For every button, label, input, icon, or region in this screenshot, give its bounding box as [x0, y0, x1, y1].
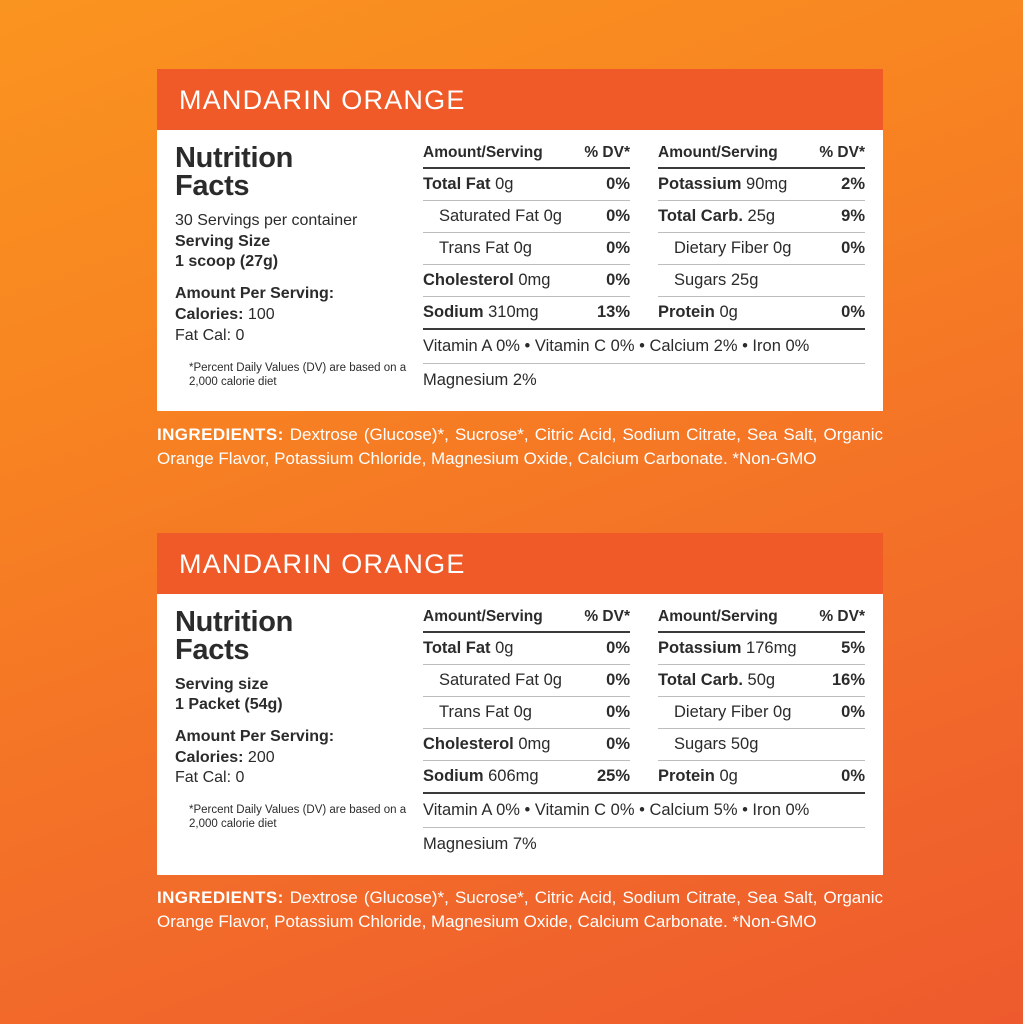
nutrient-value: 25g: [747, 207, 776, 225]
flavor-title-1: MANDARIN ORANGE: [179, 85, 466, 115]
nutrition-label-card-2: [157, 533, 883, 875]
col-header-dv-right-1: % DV*: [819, 144, 865, 161]
serving-size-value-2: 1 Packet (54g): [175, 695, 283, 713]
nutrient-name: Saturated Fat: [439, 671, 539, 689]
table-row: [423, 696, 630, 728]
nutrient-columns-1: [423, 144, 865, 328]
nutrient-name: Saturated Fat: [439, 207, 539, 225]
calories-value-2: 200: [247, 748, 275, 766]
nutrition-label-card-1: [157, 69, 883, 411]
nutrient-name: Trans Fat: [439, 703, 509, 721]
serving-size-value-1: 1 scoop (27g): [175, 253, 279, 271]
serving-size-label-2: Serving size: [175, 675, 269, 693]
nutrient-value: 0g: [773, 703, 792, 721]
fat-calories-row-1: [175, 326, 415, 347]
label-body-1: [157, 130, 883, 411]
table-row: [658, 232, 865, 264]
ingredients-block-2: [157, 886, 883, 934]
col-header-amount-right-1: Amount/Serving: [658, 144, 778, 161]
nutrient-value: 0g: [543, 671, 562, 689]
nutrient-dv: 0%: [606, 175, 630, 193]
nutrient-column-header-left-1: [423, 144, 630, 167]
ingredients-title-2: INGREDIENTS:: [157, 888, 284, 907]
nutrient-dv: 0%: [606, 703, 630, 721]
nutrition-facts-title-line1-2: Nutrition: [175, 606, 294, 638]
table-row: [423, 728, 630, 760]
amount-per-serving-label-1: Amount Per Serving:: [175, 285, 335, 303]
nutrient-name: Sodium: [423, 767, 484, 785]
table-row: [658, 631, 865, 664]
nutrient-value: 0g: [543, 207, 562, 225]
table-row: [423, 167, 630, 200]
nutrient-value: 0g: [719, 767, 738, 785]
table-row: [658, 200, 865, 232]
nutrition-facts-title-line1-1: Nutrition: [175, 142, 294, 174]
table-row: [423, 760, 630, 792]
fat-calories-row-2: [175, 768, 415, 789]
nutrient-dv: 16%: [831, 671, 865, 689]
table-row: [658, 728, 865, 760]
nutrition-facts-title-line2-2: Facts: [175, 634, 250, 667]
nutrient-value: 310mg: [488, 303, 539, 321]
ingredients-text-1: Dextrose (Glucose)*, Sucrose*, Citric Acid, Sodium Citrate, Sea Salt, Organic Orange Flavor, Potassium Chloride, Magnesium Oxide, Calcium Carbonate. *Non-GMO: [157, 425, 883, 469]
nutrient-value: 0mg: [518, 735, 551, 753]
calories-row-1: [175, 305, 415, 326]
nutrient-name: Total Carb.: [658, 671, 743, 689]
nutrient-dv: 0%: [606, 271, 630, 289]
table-row: [658, 760, 865, 792]
nutrient-value: 0g: [513, 239, 532, 257]
nutrient-name: Cholesterol: [423, 271, 514, 289]
nutrient-value: 0g: [719, 303, 738, 321]
nutrient-value: 50g: [730, 735, 759, 753]
nutrient-dv: 0%: [841, 239, 865, 257]
nutrient-dv: 0%: [841, 703, 865, 721]
table-row: [423, 200, 630, 232]
nutrition-summary-column-2: [175, 608, 423, 861]
nutrient-value: 0g: [495, 639, 514, 657]
nutrient-value: 90mg: [746, 175, 788, 193]
label-header-1: [157, 69, 883, 130]
calories-value-1: 100: [247, 306, 275, 324]
table-row: [658, 696, 865, 728]
nutrient-dv: 5%: [841, 639, 865, 657]
col-header-dv-left-2: % DV*: [584, 608, 630, 625]
nutrition-facts-title-line2-1: Facts: [175, 170, 250, 203]
nutrient-column-header-left-2: [423, 608, 630, 631]
vitamin-line-2-2: Magnesium 7%: [423, 827, 865, 861]
ingredients-block-1: [157, 423, 883, 471]
nutrition-facts-title-1: [175, 144, 415, 201]
nutrient-name: Total Carb.: [658, 207, 743, 225]
nutrient-column-left-1: [423, 144, 644, 328]
daily-value-footnote-2: *Percent Daily Values (DV) are based on a 2,000 calorie diet: [189, 804, 407, 831]
amount-per-serving-label-2: Amount Per Serving:: [175, 727, 335, 745]
nutrient-column-header-right-1: [658, 144, 865, 167]
nutrient-tables-2: [423, 608, 865, 861]
nutrient-dv: 0%: [606, 207, 630, 225]
nutrient-name: Dietary Fiber: [674, 239, 769, 257]
table-row: [658, 296, 865, 328]
nutrient-dv: 25%: [596, 767, 630, 785]
nutrient-name: Total Fat: [423, 175, 491, 193]
flavor-title-2: MANDARIN ORANGE: [179, 549, 466, 579]
nutrient-value: 0g: [773, 239, 792, 257]
fat-cal-label-2: Fat Cal:: [175, 769, 232, 787]
col-header-amount-right-2: Amount/Serving: [658, 608, 778, 625]
vitamin-line-1-1: Vitamin A 0% • Vitamin C 0% • Calcium 2% • Iron 0%: [423, 337, 810, 355]
nutrient-value: 0mg: [518, 271, 551, 289]
ingredients-text-2: Dextrose (Glucose)*, Sucrose*, Citric Acid, Sodium Citrate, Sea Salt, Organic Orange Flavor, Potassium Chloride, Magnesium Oxide, Calcium Carbonate. *Non-GMO: [157, 888, 883, 932]
nutrient-name: Sugars: [674, 735, 727, 753]
table-row: [423, 631, 630, 664]
nutrient-column-right-1: [644, 144, 865, 328]
nutrient-name: Sugars: [674, 271, 727, 289]
nutrient-name: Sodium: [423, 303, 484, 321]
nutrient-dv: 0%: [606, 735, 630, 753]
nutrient-dv: 0%: [841, 767, 865, 785]
vitamin-section-1: [423, 328, 865, 397]
fat-cal-value-2: 0: [235, 769, 245, 787]
nutrient-tables-1: [423, 144, 865, 397]
nutrition-facts-title-2: [175, 608, 415, 665]
serving-size-label-1: Serving Size: [175, 233, 271, 251]
nutrient-dv: 0%: [606, 671, 630, 689]
nutrient-value: 606mg: [488, 767, 539, 785]
fat-cal-label-1: Fat Cal:: [175, 326, 232, 344]
daily-value-footnote-1: *Percent Daily Values (DV) are based on a 2,000 calorie diet: [189, 361, 407, 388]
nutrient-value: 50g: [747, 671, 776, 689]
label-header-2: [157, 533, 883, 594]
nutrient-name: Dietary Fiber: [674, 703, 769, 721]
nutrient-value: 176mg: [746, 639, 797, 657]
calories-row-2: [175, 748, 415, 769]
nutrient-name: Trans Fat: [439, 239, 509, 257]
nutrient-column-right-2: [644, 608, 865, 792]
nutrient-columns-2: [423, 608, 865, 792]
vitamin-line-2-1: Magnesium 2%: [423, 363, 865, 397]
nutrient-dv: 0%: [606, 639, 630, 657]
table-row: [658, 167, 865, 200]
table-row: [423, 232, 630, 264]
nutrition-summary-column-1: [175, 144, 423, 397]
nutrient-value: 0g: [513, 703, 532, 721]
col-header-amount-left-2: Amount/Serving: [423, 608, 543, 625]
col-header-dv-right-2: % DV*: [819, 608, 865, 625]
table-row: [423, 296, 630, 328]
nutrient-name: Potassium: [658, 639, 742, 657]
label-body-2: [157, 594, 883, 875]
table-row: [423, 664, 630, 696]
nutrient-dv: 0%: [841, 303, 865, 321]
calories-label-2: Calories:: [175, 748, 244, 766]
nutrient-name: Protein: [658, 767, 715, 785]
nutrient-name: Protein: [658, 303, 715, 321]
table-row: [658, 264, 865, 296]
nutrient-name: Potassium: [658, 175, 742, 193]
fat-cal-value-1: 0: [235, 326, 245, 344]
table-row: [423, 264, 630, 296]
nutrient-dv: 2%: [841, 175, 865, 193]
nutrient-dv: 9%: [841, 207, 865, 225]
nutrient-column-header-right-2: [658, 608, 865, 631]
vitamin-section-2: [423, 792, 865, 861]
col-header-dv-left-1: % DV*: [584, 144, 630, 161]
vitamin-line-1-2: Vitamin A 0% • Vitamin C 0% • Calcium 5% • Iron 0%: [423, 801, 810, 819]
nutrient-name: Cholesterol: [423, 735, 514, 753]
ingredients-title-1: INGREDIENTS:: [157, 425, 284, 444]
nutrient-value: 0g: [495, 175, 514, 193]
servings-per-container-1: 30 Servings per container: [175, 211, 358, 229]
nutrient-dv: 0%: [606, 239, 630, 257]
col-header-amount-left-1: Amount/Serving: [423, 144, 543, 161]
nutrient-dv: 13%: [596, 303, 630, 321]
table-row: [658, 664, 865, 696]
calories-label-1: Calories:: [175, 306, 244, 324]
nutrient-name: Total Fat: [423, 639, 491, 657]
nutrient-column-left-2: [423, 608, 644, 792]
nutrient-value: 25g: [730, 271, 759, 289]
